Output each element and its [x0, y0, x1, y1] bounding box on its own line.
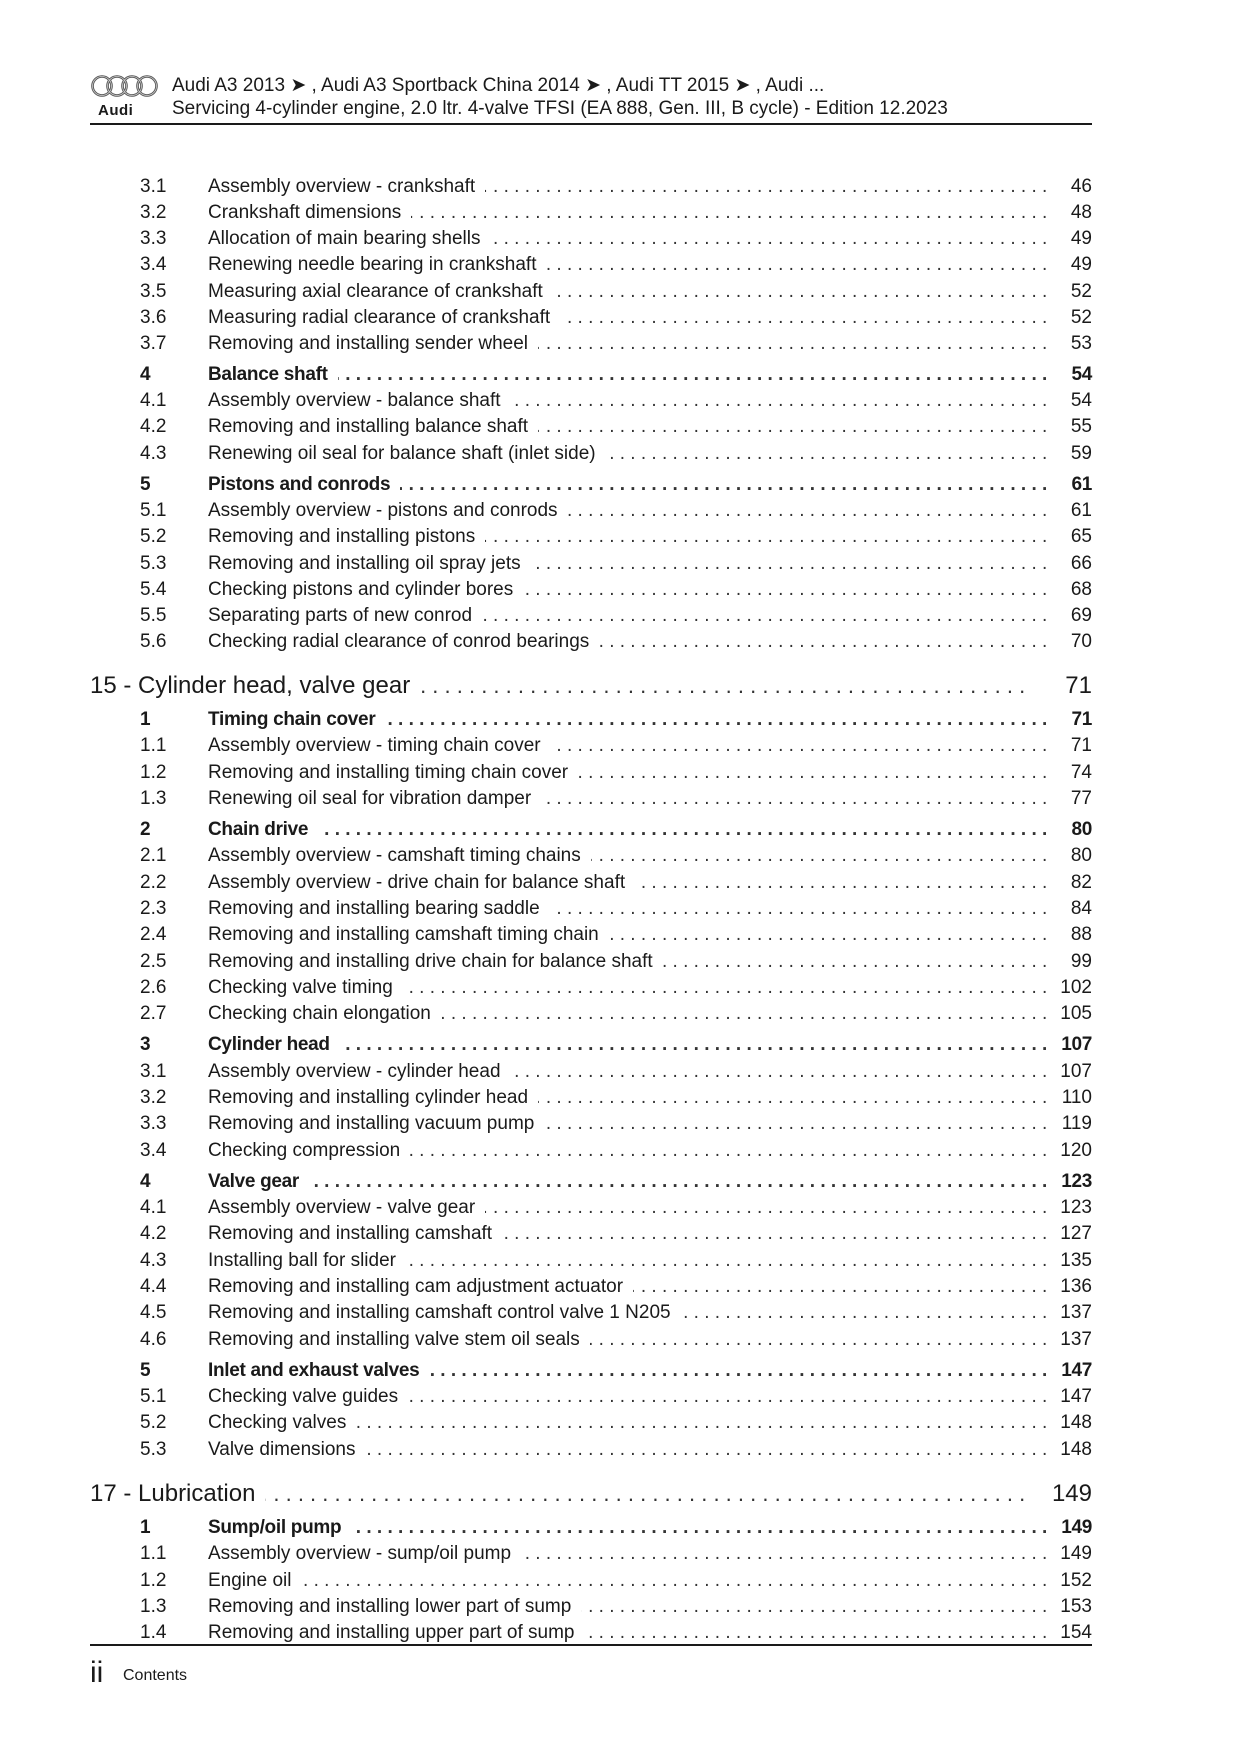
toc-entry-page[interactable]: 110	[1061, 1087, 1092, 1108]
toc-entry-number: 4.3	[140, 443, 167, 464]
toc-entry-section[interactable]	[90, 818, 1092, 842]
toc-entry-title[interactable]: Removing and installing pistons	[208, 526, 485, 548]
toc-entry-sub[interactable]	[90, 1411, 1092, 1435]
toc-entry-number: 3.2	[140, 1087, 167, 1108]
toc-entry-title[interactable]: Inlet and exhaust valves	[208, 1360, 429, 1382]
toc-entry-page[interactable]: 55	[1070, 416, 1092, 437]
toc-entry-title[interactable]: Checking radial clearance of conrod bearings	[208, 631, 599, 653]
toc-entry-sub[interactable]	[90, 389, 1092, 413]
toc-entry-number: 4.2	[140, 416, 167, 437]
toc-entry-page[interactable]: 68	[1070, 579, 1092, 600]
toc-entry-page[interactable]: 149	[1060, 1543, 1092, 1564]
toc-entry-page[interactable]: 137	[1060, 1302, 1092, 1323]
toc-entry-page[interactable]: 52	[1070, 281, 1092, 302]
toc-entry-page[interactable]: 49	[1070, 254, 1092, 275]
toc-entry-page[interactable]: 99	[1070, 951, 1092, 972]
toc-entry-number: 5.6	[140, 631, 167, 652]
toc-entry-title[interactable]: Renewing needle bearing in crankshaft	[208, 254, 547, 276]
toc-entry-page[interactable]: 136	[1060, 1276, 1092, 1297]
toc-entry-title[interactable]: Removing and installing upper part of sump	[208, 1622, 584, 1644]
toc-entry-title[interactable]: Removing and installing valve stem oil seals	[208, 1329, 590, 1351]
toc-entry-sub[interactable]	[90, 950, 1092, 974]
toc-entry-page[interactable]: 135	[1060, 1250, 1092, 1271]
toc-entry-sub[interactable]	[90, 175, 1092, 199]
toc-entry-number: 2.6	[140, 977, 167, 998]
toc-entry-title[interactable]: Assembly overview - cylinder head	[208, 1061, 511, 1083]
toc-entry-title[interactable]: Renewing oil seal for vibration damper	[208, 788, 541, 810]
toc-entry-number: 5.3	[140, 553, 167, 574]
toc-entry-number: 4.1	[140, 390, 167, 411]
toc-entry-title[interactable]: Separating parts of new conrod	[208, 605, 482, 627]
toc-entry-sub[interactable]	[90, 415, 1092, 439]
toc-entry-sub[interactable]	[90, 787, 1092, 811]
toc-entry-number: 3.1	[140, 176, 167, 197]
toc-entry-page[interactable]: 71	[1070, 735, 1092, 756]
toc-entry-title[interactable]: 17 - Lubrication	[90, 1480, 265, 1508]
toc-entry-sub[interactable]	[90, 1086, 1092, 1110]
toc-entry-title[interactable]: Removing and installing vacuum pump	[208, 1113, 544, 1135]
toc-entry-number: 3.3	[140, 1113, 167, 1134]
toc-entry-title[interactable]: Crankshaft dimensions	[208, 202, 411, 224]
toc-entry-page[interactable]: 107	[1061, 1034, 1092, 1055]
toc-entry-sub[interactable]	[90, 1301, 1092, 1325]
toc-entry-number: 1.1	[140, 735, 167, 756]
toc-entry-sub[interactable]	[90, 844, 1092, 868]
toc-entry-title[interactable]: Checking valves	[208, 1412, 356, 1434]
toc-entry-sub[interactable]	[90, 871, 1092, 895]
toc-entry-sub[interactable]	[90, 923, 1092, 947]
toc-entry-sub[interactable]	[90, 1542, 1092, 1566]
toc-entry-number: 4	[140, 1171, 151, 1192]
toc-entry-title[interactable]: Valve gear	[208, 1171, 309, 1193]
toc-entry-title[interactable]: Assembly overview - balance shaft	[208, 390, 511, 412]
toc-entry-number: 1.1	[140, 1543, 167, 1564]
toc-entry-sub[interactable]	[90, 1385, 1092, 1409]
toc-entry-title[interactable]: Assembly overview - camshaft timing chains	[208, 845, 591, 867]
toc-entry-section[interactable]	[90, 363, 1092, 387]
toc-entry-sub[interactable]	[90, 897, 1092, 921]
toc-entry-chapter[interactable]	[90, 671, 1092, 701]
toc-entry-page[interactable]: 149	[1051, 1480, 1092, 1507]
toc-entry-sub[interactable]	[90, 630, 1092, 654]
toc-entry-number: 5.5	[140, 605, 167, 626]
toc-entry-page[interactable]: 107	[1060, 1061, 1092, 1082]
toc-entry-title[interactable]: Balance shaft	[208, 364, 338, 386]
toc-entry-sub[interactable]	[90, 1328, 1092, 1352]
toc-entry-sub[interactable]	[90, 280, 1092, 304]
toc-entry-title[interactable]: Cylinder head	[208, 1034, 340, 1056]
toc-entry-page[interactable]: 61	[1070, 500, 1092, 521]
toc-entry-title[interactable]: Assembly overview - drive chain for balance shaft	[208, 872, 635, 894]
toc-entry-sub[interactable]	[90, 1112, 1092, 1136]
toc-entry-sub[interactable]	[90, 525, 1092, 549]
toc-entry-number: 3.5	[140, 281, 167, 302]
toc-entry-number: 5.2	[140, 526, 167, 547]
page-header	[90, 70, 1092, 124]
toc-entry-section[interactable]	[90, 708, 1092, 732]
toc-entry-title[interactable]: Measuring radial clearance of crankshaft	[208, 307, 560, 329]
toc-entry-number: 4	[140, 364, 151, 385]
toc-entry-number: 2.1	[140, 845, 167, 866]
toc-entry-title[interactable]: Checking valve timing	[208, 977, 403, 999]
toc-entry-number: 5	[140, 474, 151, 495]
toc-entry-title[interactable]: Removing and installing cam adjustment actuator	[208, 1276, 633, 1298]
toc-entry-title[interactable]: Removing and installing camshaft timing chain	[208, 924, 609, 946]
toc-entry-number: 3	[140, 1034, 151, 1055]
header-manual-title: Servicing 4-cylinder engine, 2.0 ltr. 4-valve TFSI (EA 888, Gen. III, B cycle) - Edition 12.2023	[172, 98, 948, 119]
toc-entry-title[interactable]: Chain drive	[208, 819, 318, 841]
toc-entry-number: 5.1	[140, 1386, 167, 1407]
toc-entry-sub[interactable]	[90, 201, 1092, 225]
toc-entry-title[interactable]: Assembly overview - valve gear	[208, 1197, 485, 1219]
toc-entry-page[interactable]: 80	[1070, 845, 1092, 866]
toc-entry-number: 3.7	[140, 333, 167, 354]
toc-entry-sub[interactable]	[90, 1060, 1092, 1084]
toc-entry-number: 3.4	[140, 254, 167, 275]
toc-entry-page[interactable]: 71	[1071, 709, 1092, 730]
toc-entry-number: 5.3	[140, 1439, 167, 1460]
toc-entry-title[interactable]: Removing and installing drive chain for balance shaft	[208, 951, 663, 973]
toc-entry-sub[interactable]	[90, 1275, 1092, 1299]
toc-entry-page[interactable]: 59	[1070, 443, 1092, 464]
toc-entry-page[interactable]: 74	[1070, 762, 1092, 783]
toc-entry-title[interactable]: Removing and installing camshaft control valve 1 N205	[208, 1302, 681, 1324]
toc-entry-number: 2.3	[140, 898, 167, 919]
toc-entry-page[interactable]: 84	[1070, 898, 1092, 919]
toc-entry-title[interactable]: Pistons and conrods	[208, 474, 400, 496]
toc-entry-sub[interactable]	[90, 499, 1092, 523]
toc-entry-title[interactable]: Checking compression	[208, 1140, 410, 1162]
toc-entry-page[interactable]: 148	[1060, 1439, 1092, 1460]
toc-entry-sub[interactable]	[90, 1621, 1092, 1645]
toc-entry-title[interactable]: Assembly overview - crankshaft	[208, 176, 485, 198]
toc-entry-number: 5.1	[140, 500, 167, 521]
toc-entry-page[interactable]: 77	[1070, 788, 1092, 809]
toc-entry-title[interactable]: Checking pistons and cylinder bores	[208, 579, 523, 601]
toc-entry-number: 1	[140, 1517, 151, 1538]
footer-label: Contents	[123, 1667, 188, 1684]
toc-entry-page[interactable]: 52	[1070, 307, 1092, 328]
toc-entry-page[interactable]: 148	[1060, 1412, 1092, 1433]
toc-entry-page[interactable]: 137	[1060, 1329, 1092, 1350]
toc-entry-number: 4.4	[140, 1276, 167, 1297]
toc-entry-page[interactable]: 102	[1060, 977, 1092, 998]
toc-entry-title[interactable]: Checking chain elongation	[208, 1003, 441, 1025]
toc-entry-number: 1.2	[140, 762, 167, 783]
toc-entry-title[interactable]: Installing ball for slider	[208, 1250, 406, 1272]
dot-leader	[208, 1570, 1052, 1592]
toc-entry-number: 4.2	[140, 1223, 167, 1244]
toc-entry-sub[interactable]	[90, 227, 1092, 251]
toc-entry-sub[interactable]	[90, 1002, 1092, 1026]
toc-entry-title[interactable]: 15 - Cylinder head, valve gear	[90, 672, 420, 700]
toc-entry-page[interactable]: 71	[1065, 672, 1092, 699]
toc-entry-number: 2.7	[140, 1003, 167, 1024]
toc-entry-sub[interactable]	[90, 1222, 1092, 1246]
toc-entry-number: 3.2	[140, 202, 167, 223]
toc-entry-sub[interactable]	[90, 578, 1092, 602]
toc-entry-section[interactable]	[90, 1170, 1092, 1194]
toc-entry-title[interactable]: Assembly overview - pistons and conrods	[208, 500, 568, 522]
toc-entry-page[interactable]: 80	[1071, 819, 1092, 840]
toc-entry-page[interactable]: 69	[1070, 605, 1092, 626]
toc-entry-title[interactable]: Valve dimensions	[208, 1439, 366, 1461]
toc-entry-page[interactable]: 154	[1060, 1622, 1092, 1643]
toc-entry-page[interactable]: 105	[1060, 1003, 1092, 1024]
toc-entry-title[interactable]: Removing and installing sender wheel	[208, 333, 538, 355]
toc-entry-section[interactable]	[90, 1033, 1092, 1057]
toc-entry-page[interactable]: 149	[1061, 1517, 1092, 1538]
toc-entry-page[interactable]: 46	[1070, 176, 1092, 197]
toc-entry-sub[interactable]	[90, 253, 1092, 277]
toc-entry-page[interactable]: 152	[1060, 1570, 1092, 1591]
toc-entry-page[interactable]: 54	[1070, 390, 1092, 411]
toc-entry-section[interactable]	[90, 1516, 1092, 1540]
toc-entry-number: 5.2	[140, 1412, 167, 1433]
toc-entry-page[interactable]: 82	[1070, 872, 1092, 893]
toc-entry-title[interactable]: Removing and installing timing chain cover	[208, 762, 578, 784]
toc-entry-number: 1	[140, 709, 151, 730]
toc-entry-chapter[interactable]	[90, 1479, 1092, 1509]
toc-entry-number: 3.3	[140, 228, 167, 249]
toc-entry-sub[interactable]	[90, 1249, 1092, 1273]
toc-entry-title[interactable]: Timing chain cover	[208, 709, 385, 731]
toc-entry-page[interactable]: 61	[1071, 474, 1092, 495]
audi-wordmark: Audi	[98, 102, 134, 119]
toc-entry-number: 5.4	[140, 579, 167, 600]
toc-entry-title[interactable]: Sump/oil pump	[208, 1517, 351, 1539]
toc-entry-number: 4.5	[140, 1302, 167, 1323]
toc-entry-sub[interactable]	[90, 1569, 1092, 1593]
toc-entry-number: 1.2	[140, 1570, 167, 1591]
toc-entry-sub[interactable]	[90, 306, 1092, 330]
toc-entry-page[interactable]: 120	[1060, 1140, 1092, 1161]
toc-entry-page[interactable]: 153	[1060, 1596, 1092, 1617]
toc-entry-page[interactable]: 65	[1070, 526, 1092, 547]
toc-entry-title[interactable]: Removing and installing lower part of sump	[208, 1596, 581, 1618]
toc-entry-page[interactable]: 53	[1070, 333, 1092, 354]
toc-entry-section[interactable]	[90, 473, 1092, 497]
toc-entry-page[interactable]: 147	[1061, 1360, 1092, 1381]
toc-entry-sub[interactable]	[90, 1139, 1092, 1163]
toc-entry-number: 4.1	[140, 1197, 167, 1218]
toc-entry-title[interactable]: Removing and installing cylinder head	[208, 1087, 538, 1109]
toc-entry-number: 5	[140, 1360, 151, 1381]
toc-entry-sub[interactable]	[90, 442, 1092, 466]
footer-page-number: ii	[90, 1656, 104, 1689]
toc-entry-page[interactable]: 54	[1071, 364, 1092, 385]
dot-leader	[208, 1171, 1052, 1193]
toc-entry-title[interactable]: Assembly overview - sump/oil pump	[208, 1543, 521, 1565]
toc-entry-number: 3.6	[140, 307, 167, 328]
toc-entry-number: 1.3	[140, 788, 167, 809]
toc-entry-sub[interactable]	[90, 1595, 1092, 1619]
toc-entry-sub[interactable]	[90, 604, 1092, 628]
toc-entry-page[interactable]: 48	[1070, 202, 1092, 223]
toc-entry-title[interactable]: Assembly overview - timing chain cover	[208, 735, 551, 757]
toc-entry-title[interactable]: Measuring axial clearance of crankshaft	[208, 281, 553, 303]
toc-entry-title[interactable]: Removing and installing oil spray jets	[208, 553, 531, 575]
toc-entry-page[interactable]: 88	[1070, 924, 1092, 945]
toc-entry-sub[interactable]	[90, 1438, 1092, 1462]
toc-entry-title[interactable]: Removing and installing camshaft	[208, 1223, 502, 1245]
toc-entry-sub[interactable]	[90, 1196, 1092, 1220]
toc-entry-number: 2	[140, 819, 151, 840]
toc-entry-page[interactable]: 123	[1061, 1171, 1092, 1192]
toc-entry-title[interactable]: Checking valve guides	[208, 1386, 408, 1408]
audi-logo	[90, 74, 160, 120]
toc-entry-page[interactable]: 66	[1070, 553, 1092, 574]
toc-entry-number: 2.5	[140, 951, 167, 972]
toc-entry-title[interactable]: Removing and installing balance shaft	[208, 416, 538, 438]
toc-entry-sub[interactable]	[90, 332, 1092, 356]
toc-entry-number: 3.1	[140, 1061, 167, 1082]
toc-entry-title[interactable]: Renewing oil seal for balance shaft (inlet side)	[208, 443, 606, 465]
header-models: Audi A3 2013 ➤ , Audi A3 Sportback China 2014 ➤ , Audi TT 2015 ➤ , Audi ...	[172, 75, 825, 96]
toc-entry-number: 3.4	[140, 1140, 167, 1161]
toc-entry-sub[interactable]	[90, 761, 1092, 785]
toc-entry-sub[interactable]	[90, 734, 1092, 758]
toc-entry-title[interactable]: Engine oil	[208, 1570, 301, 1592]
toc-entry-number: 4.6	[140, 1329, 167, 1350]
footer-rule	[90, 1644, 1092, 1646]
toc-entry-page[interactable]: 70	[1070, 631, 1092, 652]
toc-entry-title[interactable]: Allocation of main bearing shells	[208, 228, 491, 250]
audi-rings-icon	[90, 74, 160, 98]
toc-entry-sub[interactable]	[90, 552, 1092, 576]
toc-entry-number: 4.3	[140, 1250, 167, 1271]
toc-entry-page[interactable]: 123	[1060, 1197, 1092, 1218]
toc-entry-page[interactable]: 119	[1061, 1113, 1092, 1134]
toc-entry-number: 2.4	[140, 924, 167, 945]
toc-entry-number: 1.4	[140, 1622, 167, 1643]
toc-entry-title[interactable]: Removing and installing bearing saddle	[208, 898, 550, 920]
toc-entry-page[interactable]: 147	[1060, 1386, 1092, 1407]
toc-entry-page[interactable]: 49	[1070, 228, 1092, 249]
toc-entry-page[interactable]: 127	[1060, 1223, 1092, 1244]
toc-entry-sub[interactable]	[90, 976, 1092, 1000]
toc-entry-section[interactable]	[90, 1359, 1092, 1383]
header-rule	[90, 123, 1092, 125]
toc-entry-number: 2.2	[140, 872, 167, 893]
dot-leader	[208, 819, 1052, 841]
toc-entry-number: 1.3	[140, 1596, 167, 1617]
